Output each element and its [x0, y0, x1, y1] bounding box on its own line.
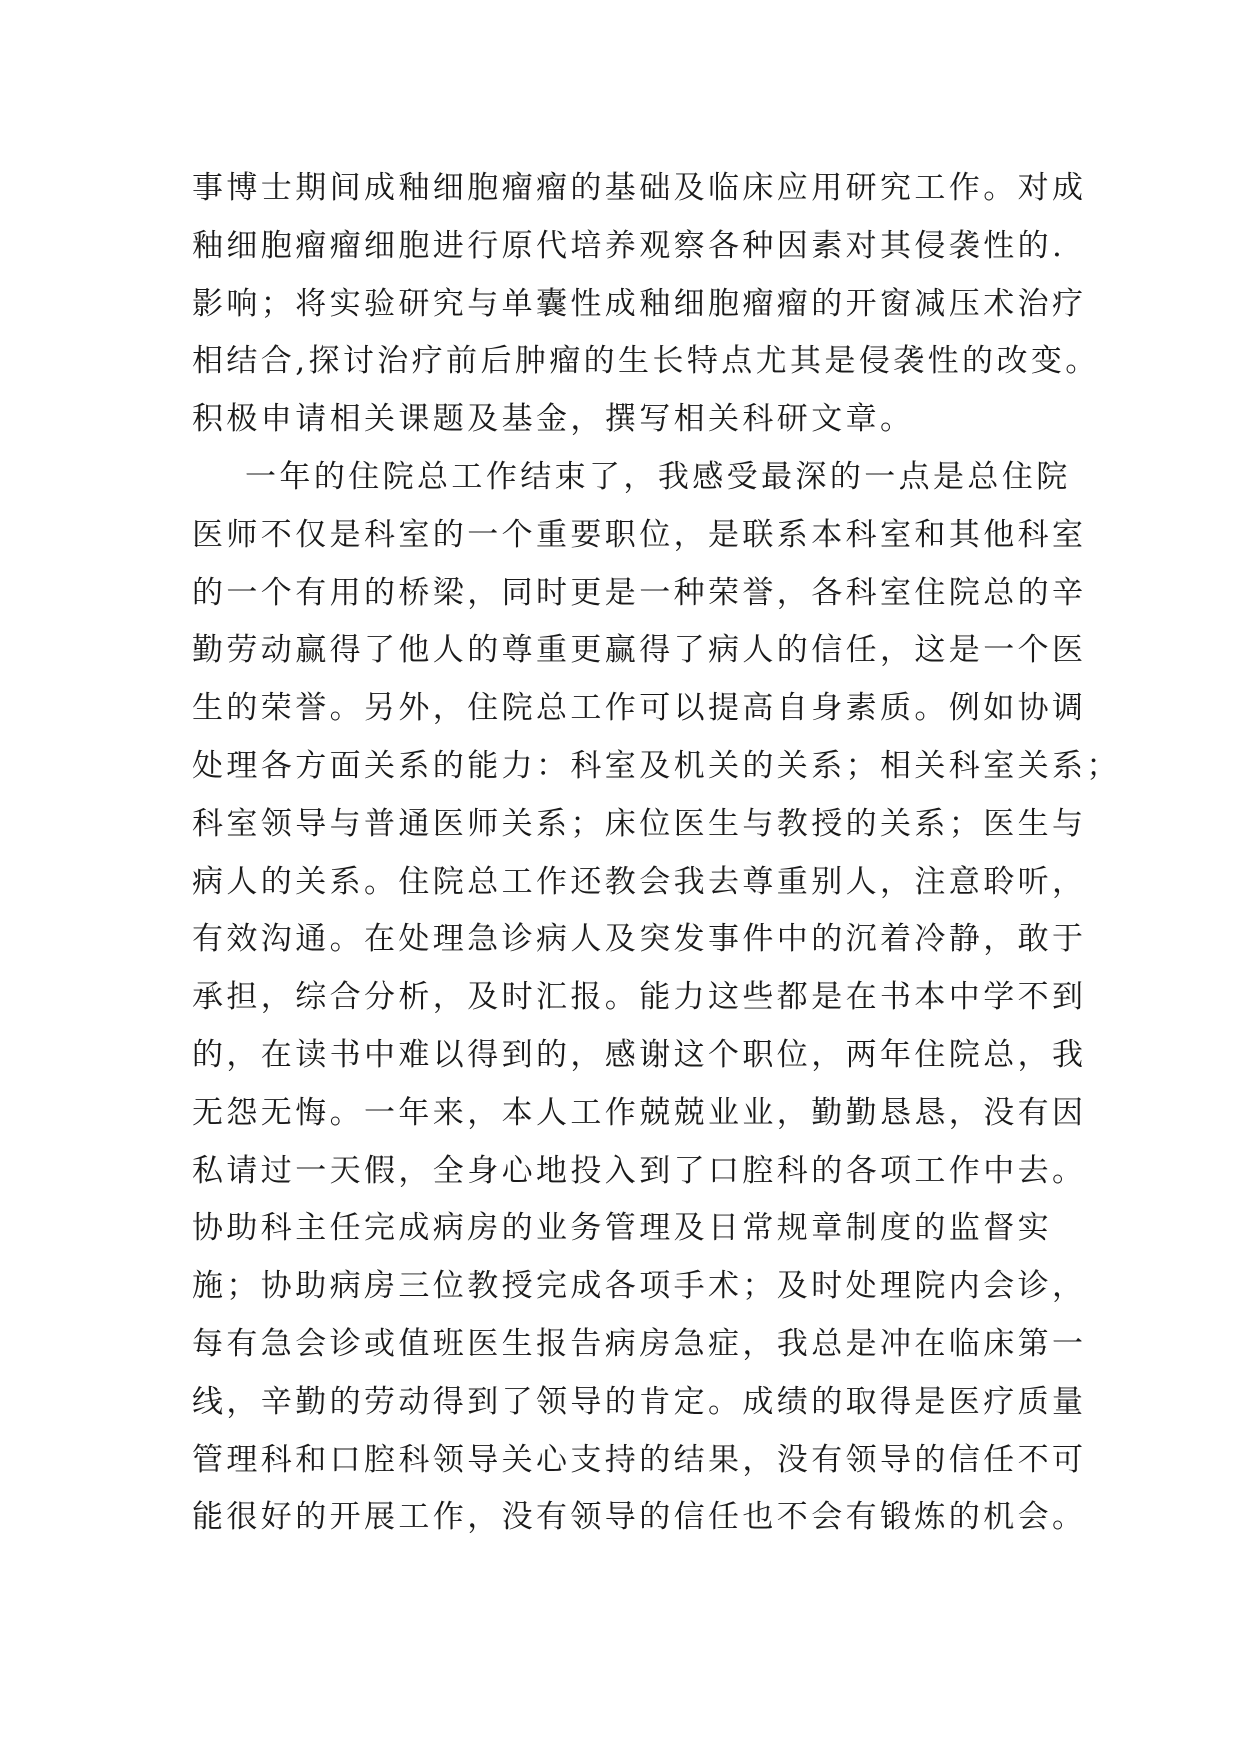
text-line: 无怨无悔。一年来，本人工作兢兢业业，勤勤恳恳，没有因: [192, 1094, 1087, 1131]
text-line: 承担，综合分析，及时汇报。能力这些都是在书本中学不到: [192, 979, 1087, 1016]
text-line: 处理各方面关系的能力：科室及机关的关系；相关科室关系；: [192, 747, 1121, 784]
text-line: 釉细胞瘤瘤细胞进行原代培养观察各种因素对其侵袭性的.: [192, 227, 1066, 264]
text-line: 有效沟通。在处理急诊病人及突发事件中的沉着冷静，敢于: [192, 921, 1087, 958]
text-line: 的一个有用的桥梁，同时更是一种荣誉，各科室住院总的辛: [192, 574, 1087, 611]
text-line: 医师不仅是科室的一个重要职位，是联系本科室和其他科室: [192, 516, 1087, 553]
text-line: 私请过一天假，全身心地投入到了口腔科的各项工作中去。: [192, 1152, 1087, 1189]
body-text: [192, 160, 1121, 1547]
text-line: 事博士期间成釉细胞瘤瘤的基础及临床应用研究工作。对成: [192, 170, 1087, 206]
text-line: 一年的住院总工作结束了，我感受最深的一点是总住院: [192, 458, 1071, 495]
text-line: 每有急会诊或值班医生报告病房急症，我总是冲在临床第一: [192, 1325, 1087, 1362]
text-line: 协助科主任完成病房的业务管理及日常规章制度的监督实: [192, 1210, 1052, 1247]
text-line: 的，在读书中难以得到的，感谢这个职位，两年住院总，我: [192, 1036, 1087, 1073]
text-line: 病人的关系。住院总工作还教会我去尊重别人，注意聆听，: [192, 863, 1087, 900]
text-line: 生的荣誉。另外，住院总工作可以提高自身素质。例如协调: [192, 690, 1087, 727]
text-line: 勤劳动赢得了他人的尊重更赢得了病人的信任，这是一个医: [192, 632, 1087, 669]
text-line: 施；协助病房三位教授完成各项手术；及时处理院内会诊，: [192, 1268, 1087, 1305]
text-line: 影响；将实验研究与单囊性成釉细胞瘤瘤的开窗减压术治疗: [192, 285, 1087, 322]
text-line: 科室领导与普通医师关系；床位医生与教授的关系；医生与: [192, 805, 1087, 842]
text-line: 能很好的开展工作，没有领导的信任也不会有锻炼的机会。: [192, 1499, 1087, 1536]
text-line: 相结合,探讨治疗前后肿瘤的生长特点尤其是侵袭性的改变。: [192, 343, 1100, 380]
text-line: 线，辛勤的劳动得到了领导的肯定。成绩的取得是医疗质量: [192, 1383, 1087, 1420]
text-line: 积极申请相关课题及基金，撰写相关科研文章。: [192, 401, 915, 438]
text-line: 管理科和口腔科领导关心支持的结果，没有领导的信任不可: [192, 1441, 1087, 1478]
